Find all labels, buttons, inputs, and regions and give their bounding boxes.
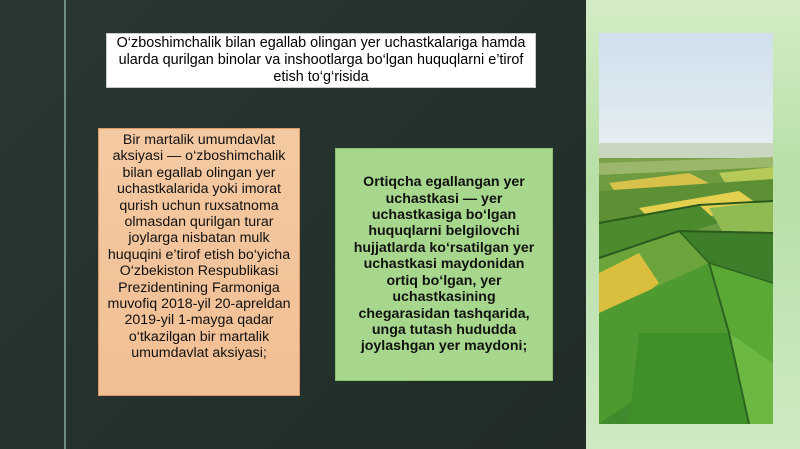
- slide-title-box: [106, 33, 536, 88]
- vertical-divider: [64, 0, 66, 449]
- definition-box-ortiqcha: [335, 148, 553, 381]
- farmland-aerial-photo: [599, 33, 773, 424]
- definition-text-aksiya: Bir martalik umumdavlat aksiyasi — o‘zboshimchalik bilan egallab olingan yer uchastkalarida yoki imorat qurish uchun ruxsatnoma olmasdan qurilgan turar joylarga nisbatan mulk huquqini e’tirof etish bo‘yicha O‘zbekiston Respublikasi Prezidentining Farmoniga muvofiq 2018-yil 20-apreldan 2019-yil 1-mayga qadar o‘tkazilgan bir martalik umumdavlat aksiyasi;: [107, 132, 291, 362]
- farmland-illustration: [599, 33, 773, 424]
- definition-text-ortiqcha: Ortiqcha egallangan yer uchastkasi — yer uchastkasiga bo‘lgan huquqlarni belgilovchi hujjatlarda ko‘rsatilgan yer uchastkasi maydonidan ortiq bo‘lgan, yer uchastkasining chegarasidan tashqarida, unga tutash hududda joylashgan yer maydoni;: [353, 174, 535, 355]
- definition-box-aksiya: [98, 128, 300, 396]
- slide-title: O‘zboshimchalik bilan egallab olingan yer uchastkalariga hamda ularda qurilgan binolar va inshootlarga bo‘lgan huquqlarni e’tirof etish to‘g‘risida: [116, 35, 526, 85]
